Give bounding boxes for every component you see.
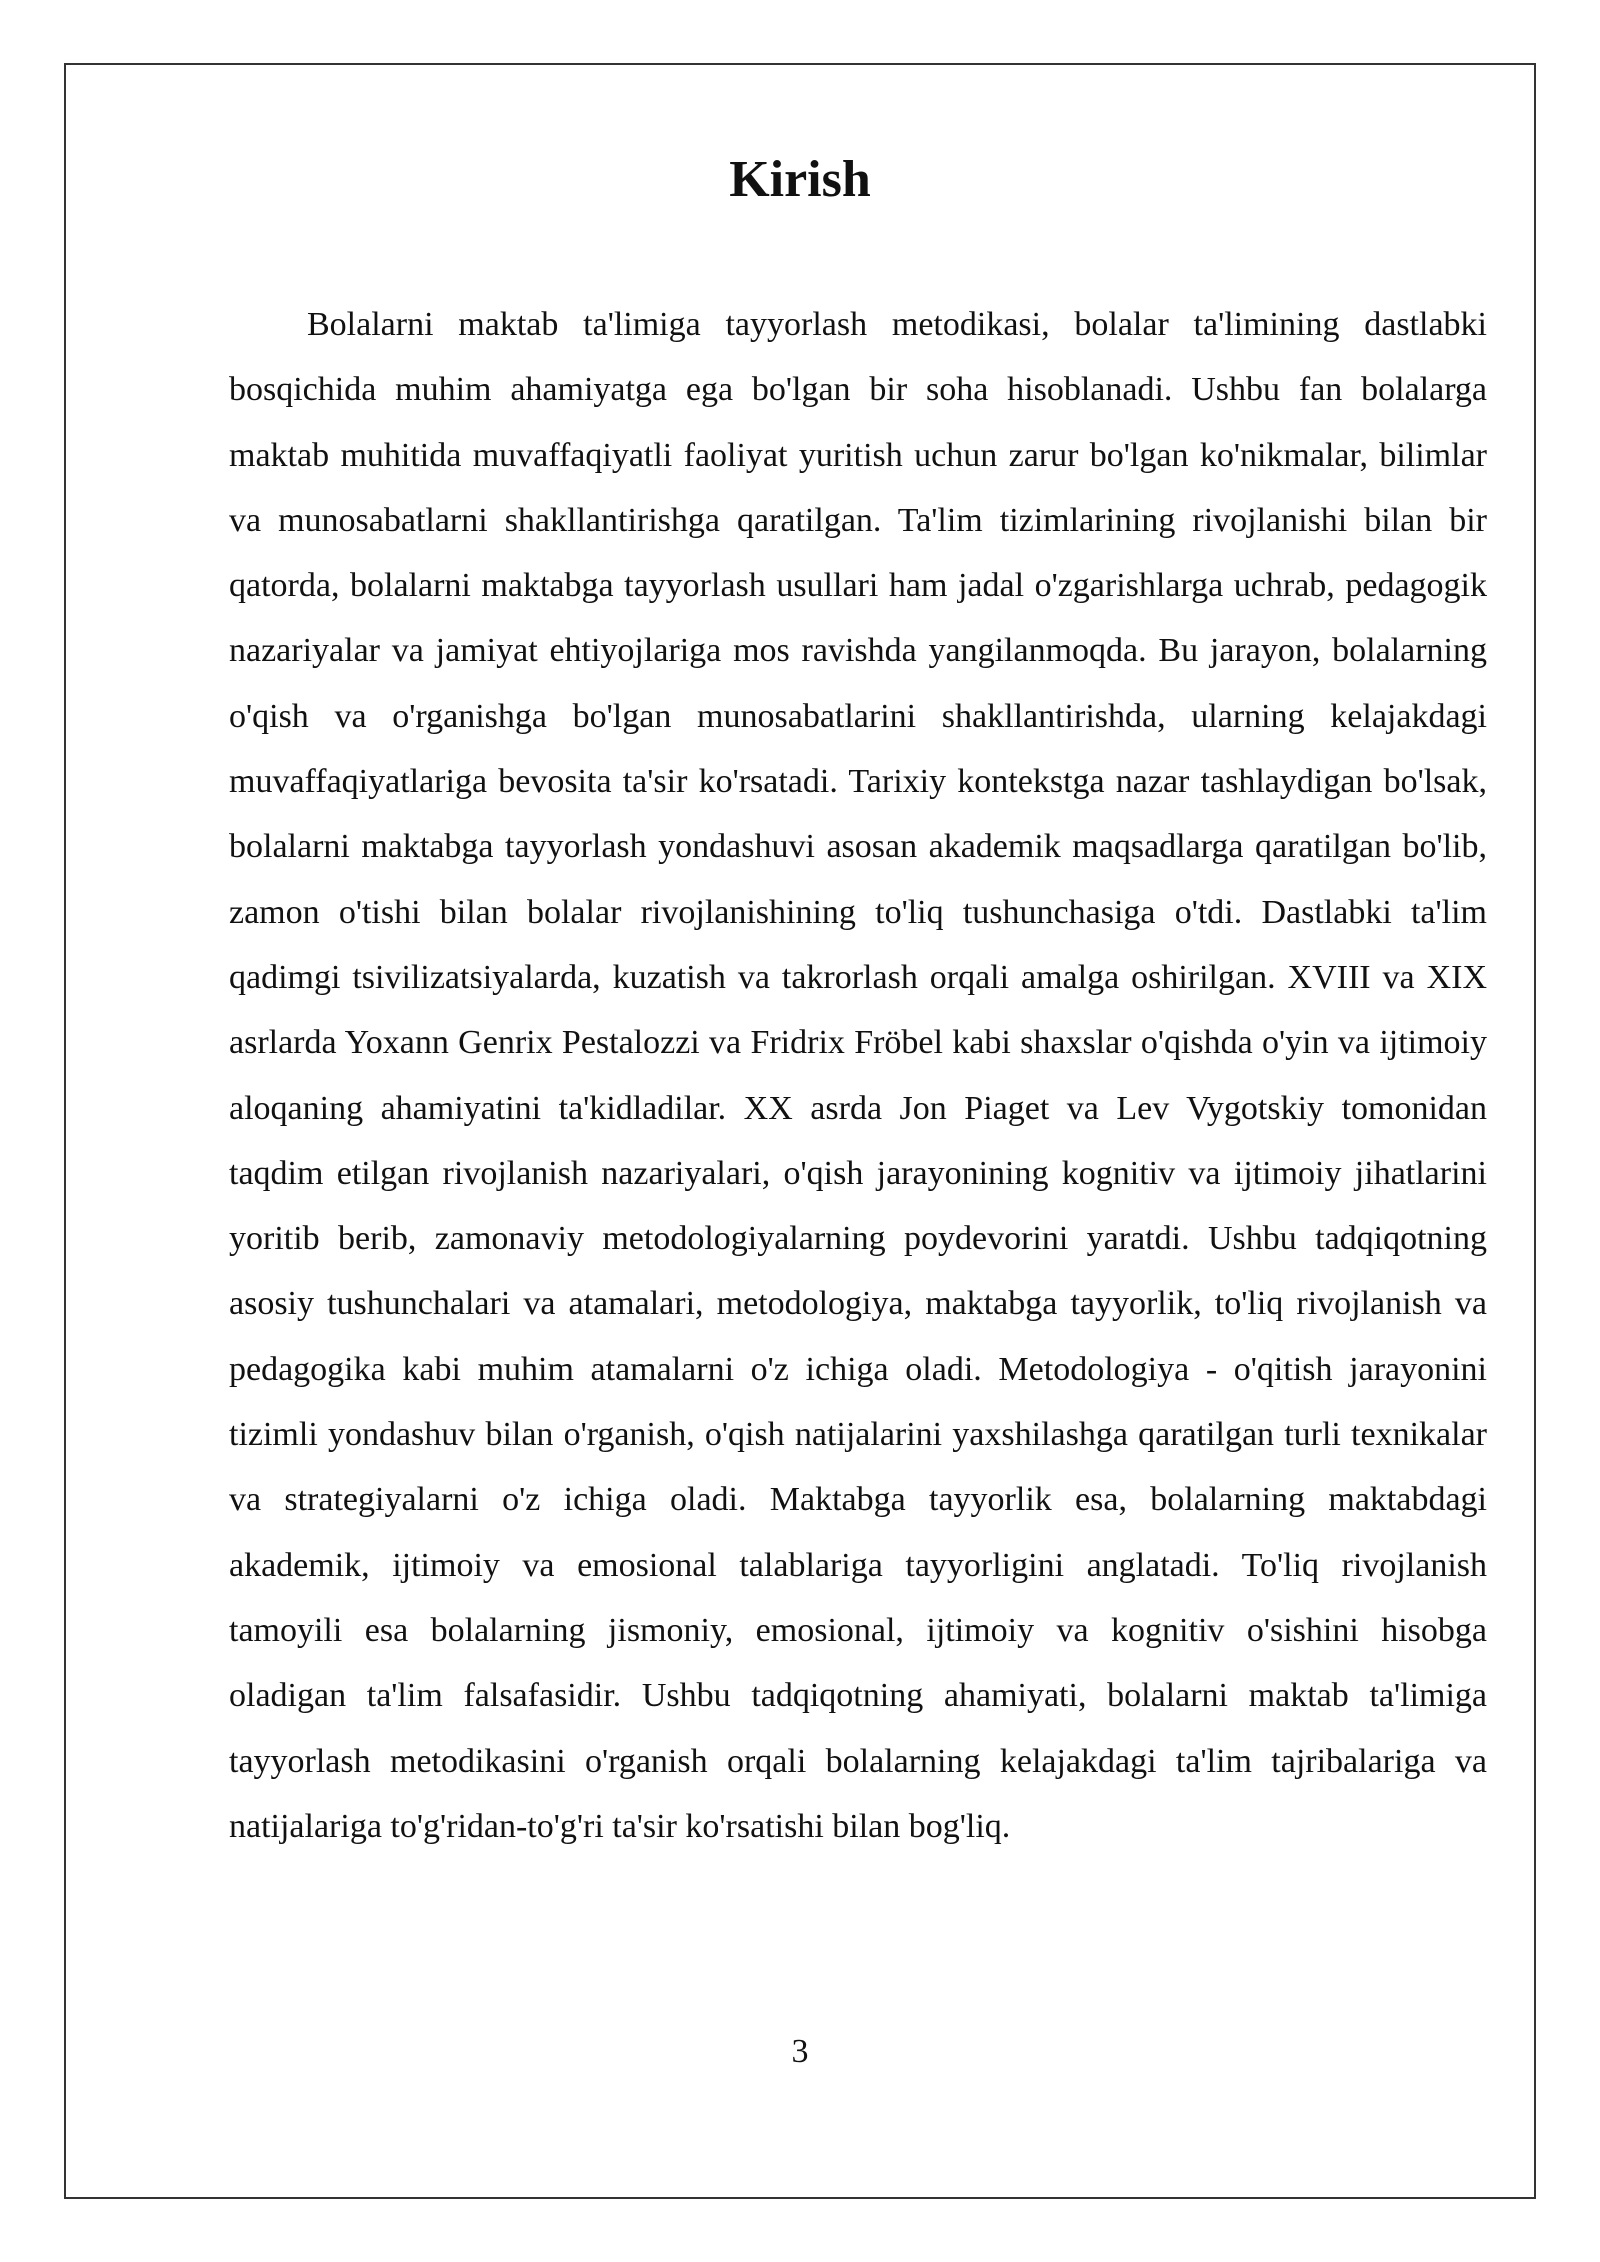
page-number: 3 [791, 2033, 809, 2070]
page-title: Kirish [729, 151, 871, 208]
body-paragraph: Bolalarni maktab ta'limiga tayyorlash metodikasi, bolalar ta'limining dastlabki bosqichida muhim ahamiyatga ega bo'lgan bir soha hisoblanadi. Ushbu fan bolalarga maktab muhitida muvaffaqiyatli faoliyat yuritish uchun zarur bo'lgan ko'nikmalar, bilimlar va munosabatlarni shakllantirishga qaratilgan. Ta'lim tizimlarining rivojlanishi bilan bir qatorda, bolalarni maktabga tayyorlash usullari ham jadal o'zgarishlarga uchrab, pedagogik nazariyalar va jamiyat ehtiyojlariga mos ravishda yangilanmoqda. Bu jarayon, bolalarning o'qish va o'rganishga bo'lgan munosabatlarini shakllantirishda, ularning kelajakdagi muvaffaqiyatlariga bevosita ta'sir ko'rsatadi. Tarixiy kontekstga nazar tashlaydigan bo'lsak, bolalarni maktabga tayyorlash yondashuvi asosan akademik maqsadlarga qaratilgan bo'lib, zamon o'tishi bilan bolalar rivojlanishining to'liq tushunchasiga o'tdi. Dastlabki ta'lim qadimgi tsivilizatsiyalarda, kuzatish va takrorlash orqali amalga oshirilgan. XVIII va XIX asrlarda Yoxann Genrix Pestalozzi va Fridrix Fröbel kabi shaxslar o'qishda o'yin va ijtimoiy aloqaning ahamiyatini ta'kidladilar. XX asrda Jon Piaget va Lev Vygotskiy tomonidan taqdim etilgan rivojlanish nazariyalari, o'qish jarayonining kognitiv va ijtimoiy jihatlarini yoritib berib, zamonaviy metodologiyalarning poydevorini yaratdi. Ushbu tadqiqotning asosiy tushunchalari va atamalari, metodologiya, maktabga tayyorlik, to'liq rivojlanish va pedagogika kabi muhim atamalarni o'z ichiga oladi. Metodologiya - o'qitish jarayonini tizimli yondashuv bilan o'rganish, o'qish natijalarini yaxshilashga qaratilgan turli texnikalar va strategiyalarni o'z ichiga oladi. Maktabga tayyorlik esa, bolalarning maktabdagi akademik, ijtimoiy va emosional talablariga tayyorligini anglatadi. To'liq rivojlanish tamoyili esa bolalarning jismoniy, emosional, ijtimoiy va kognitiv o'sishini hisobga oladigan ta'lim falsafasidir. Ushbu tadqiqotning ahamiyati, bolalarni maktab ta'limiga tayyorlash metodikasini o'rganish orqali bolalarning kelajakdagi ta'lim tajribalariga va natijalariga to'g'ridan-to'g'ri ta'sir ko'rsatishi bilan bog'liq. [229, 306, 1487, 1845]
